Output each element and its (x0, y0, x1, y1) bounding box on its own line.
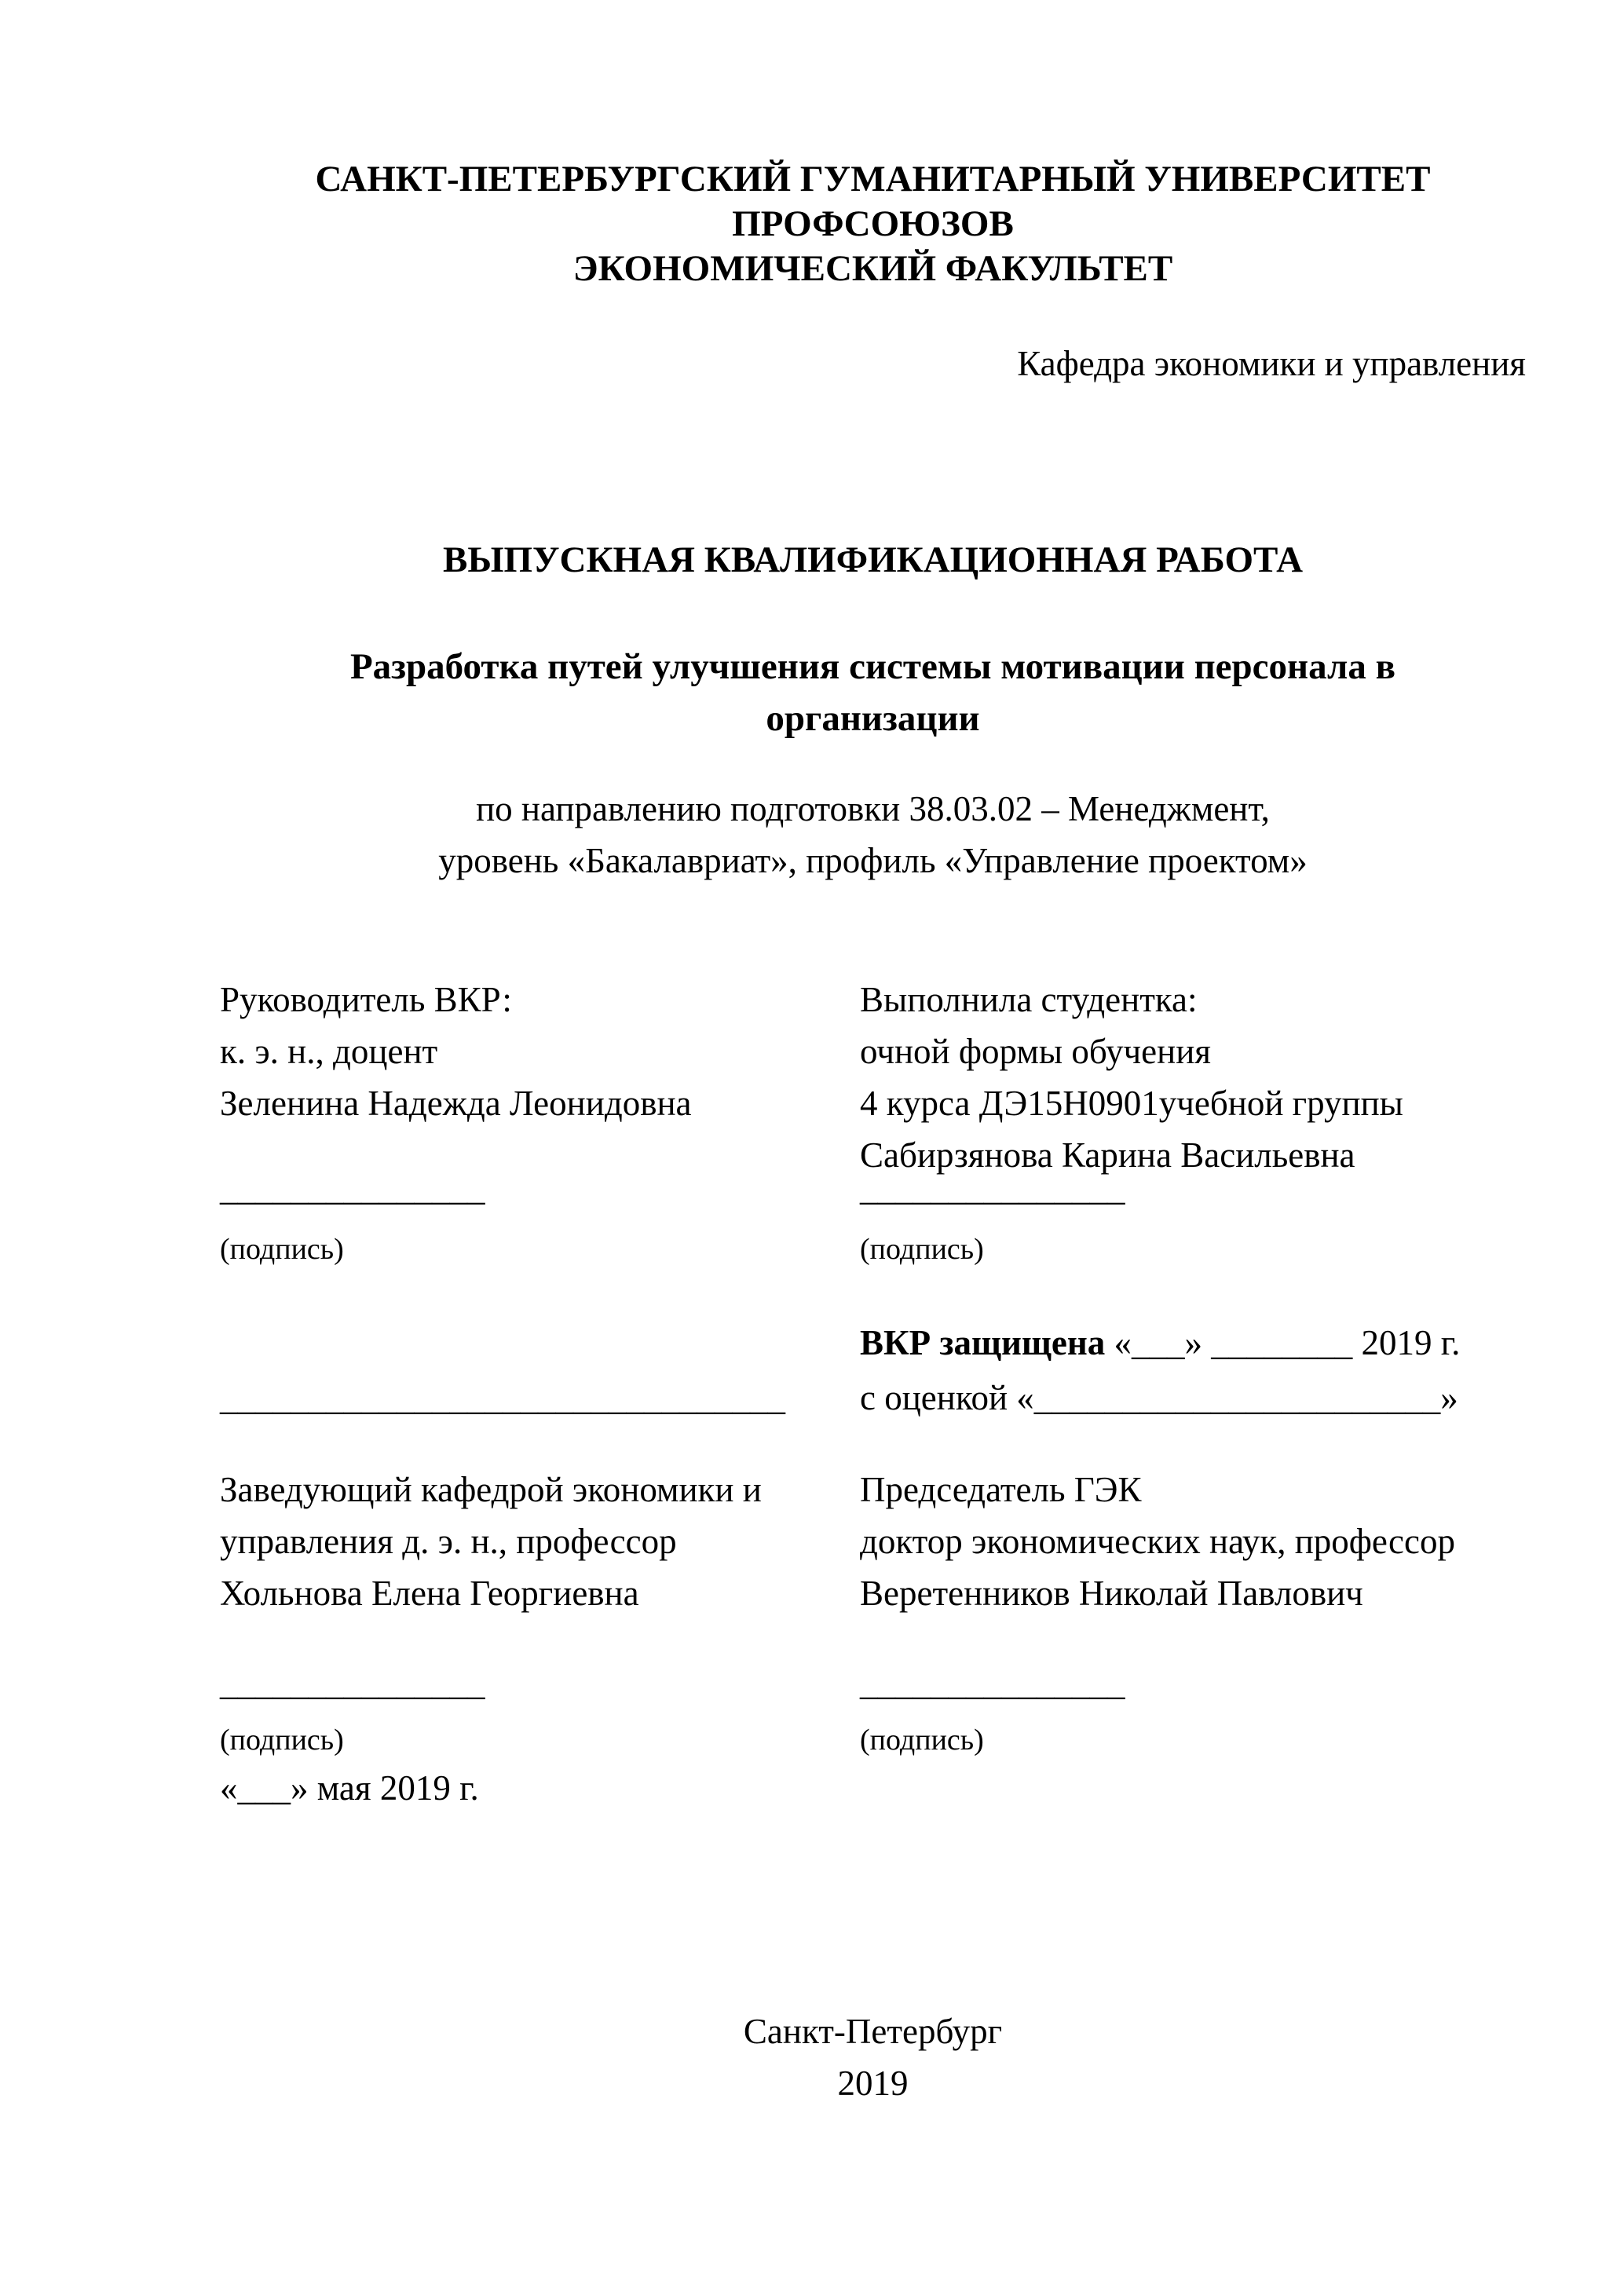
student-group: 4 курса ДЭ15Н0901учебной группы (860, 1084, 1403, 1123)
footer-city: Санкт-Петербург (743, 2012, 1003, 2051)
faculty-name: ЭКОНОМИЧЕСКИЙ ФАКУЛЬТЕТ (572, 248, 1173, 289)
department-name: Кафедра экономики и управления (1017, 344, 1526, 383)
supervisor-degree: к. э. н., доцент (220, 1032, 438, 1071)
footer-year: 2019 (837, 2064, 909, 2103)
thesis-title-line2: организации (766, 698, 980, 739)
defense-date-line (860, 1317, 1526, 1369)
supervisor-student-block (220, 974, 1526, 1181)
defense-date-row (220, 1317, 1526, 1369)
page-content (220, 0, 1526, 2296)
head-of-dept-line2: управления д. э. н., профессор (220, 1522, 677, 1561)
university-name-line2: ПРОФСОЮЗОВ (732, 203, 1014, 244)
university-name-line1: САНКТ-ПЕТЕРБУРГСКИЙ ГУМАНИТАРНЫЙ УНИВЕРСИТЕТ (315, 159, 1431, 199)
supervisor-role: Руководитель ВКР: (220, 980, 512, 1019)
student-form: очной формы обучения (860, 1032, 1211, 1071)
footer-block (220, 2005, 1526, 2109)
defense-label: ВКР защищена (860, 1323, 1106, 1362)
approval-date-row (220, 1762, 1526, 1814)
head-long-signature-line: ________________________________ (220, 1378, 785, 1417)
thesis-title-block (220, 641, 1526, 744)
head-of-dept-line1: Заведующий кафедрой экономики и (220, 1470, 762, 1509)
signature-row-1 (220, 1162, 1526, 1214)
program-info-line1: по направлению подготовки 38.03.02 – Менеджмент, (476, 789, 1270, 828)
gek-chair-signature-line: _______________ (860, 1663, 1125, 1702)
signature-row-2 (220, 1657, 1526, 1709)
student-role: Выполнила студентка: (860, 980, 1198, 1019)
approval-date: «___» мая 2019 г. (220, 1768, 479, 1808)
student-signature-label: (подпись) (860, 1233, 984, 1266)
work-type-heading: ВЫПУСКНАЯ КВАЛИФИКАЦИОННАЯ РАБОТА (442, 539, 1304, 580)
defense-grade-line: с оценкой «_______________________» (860, 1378, 1458, 1417)
supervisor-signature-label: (подпись) (220, 1233, 344, 1266)
student-column (860, 974, 1526, 1181)
gek-chair-signature-label: (подпись) (860, 1724, 984, 1757)
signature-label-row-1 (220, 1230, 1526, 1268)
head-of-dept-signature-label: (подпись) (220, 1724, 344, 1757)
head-of-dept-name: Хольнова Елена Георгиевна (220, 1574, 639, 1613)
signature-label-row-2 (220, 1721, 1526, 1759)
gek-chair-column (860, 1464, 1526, 1619)
student-name: Сабирзянова Карина Васильевна (860, 1135, 1355, 1175)
supervisor-column (220, 974, 860, 1181)
defense-grade-row (220, 1372, 1526, 1424)
program-info-block (220, 783, 1526, 887)
head-of-dept-column (220, 1464, 860, 1619)
supervisor-name: Зеленина Надежда Леонидовна (220, 1084, 692, 1123)
defense-date-blank: «___» ________ 2019 г. (1105, 1323, 1461, 1362)
gek-chair-line2: доктор экономических наук, профессор (860, 1522, 1455, 1561)
supervisor-signature-line: _______________ (220, 1168, 485, 1208)
department-block (220, 342, 1526, 386)
work-type-block (220, 538, 1526, 583)
thesis-title-line1: Разработка путей улучшения системы мотивации персонала в (349, 646, 1396, 687)
head-of-dept-signature-line: _______________ (220, 1663, 485, 1702)
officials-block (220, 1464, 1526, 1619)
gek-chair-line1: Председатель ГЭК (860, 1470, 1142, 1509)
university-header (220, 157, 1526, 291)
student-signature-line: _______________ (860, 1168, 1125, 1208)
program-info-line2: уровень «Бакалавриат», профиль «Управление проектом» (438, 841, 1308, 880)
gek-chair-name: Веретенников Николай Павлович (860, 1574, 1363, 1613)
